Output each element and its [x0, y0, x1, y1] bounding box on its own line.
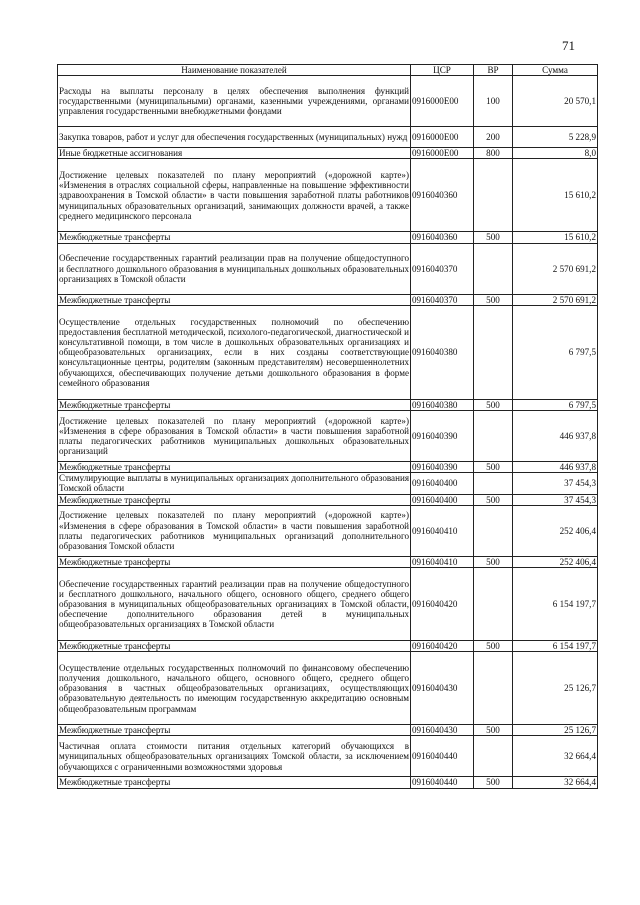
cell-name: Достижение целевых показателей по плану мероприятий («дорожной карте») «Изменения в отраслях социальной сферы, направленные на повышение эффективности здравоохранения в Томской области» в части повышения заработной платы работников муниципальных образовательных организаций, занимающих должности врачей, а также среднего медицинского персонала — [58, 159, 411, 232]
header-sum: Сумма — [513, 65, 598, 76]
cell-csr: 0916040430 — [411, 725, 474, 736]
cell-name: Стимулирующие выплаты в муниципальных организациях дополнительного образования Томской области — [59, 473, 409, 494]
cell-vr — [474, 652, 513, 725]
cell-sum: 6 797,5 — [513, 305, 598, 399]
table-row — [58, 568, 598, 641]
table-header-row — [58, 65, 598, 76]
cell-vr: 800 — [474, 148, 513, 159]
table-row — [58, 232, 598, 243]
cell-sum: 15 610,2 — [513, 232, 598, 243]
cell-vr: 500 — [474, 777, 513, 788]
cell-sum: 6 154 197,7 — [513, 568, 598, 641]
cell-vr: 100 — [474, 76, 513, 127]
cell-sum: 32 664,4 — [513, 777, 598, 788]
cell-name: Частичная оплата стоимости питания отдельных категорий обучающихся в муниципальных общеобразовательных организациях Томской области, за исключением обучающихся с ограниченными возможностями здоровья — [58, 736, 411, 777]
cell-sum: 252 406,4 — [513, 556, 598, 567]
cell-vr: 500 — [474, 556, 513, 567]
table-body — [58, 76, 598, 788]
cell-csr: 0916040380 — [411, 399, 474, 410]
cell-sum: 15 610,2 — [513, 159, 598, 232]
cell-name: Межбюджетные трансферты — [58, 556, 411, 567]
cell-name: Межбюджетные трансферты — [58, 462, 411, 473]
cell-csr: 0916040440 — [411, 736, 474, 777]
table-row — [58, 243, 598, 294]
table-row — [58, 294, 598, 305]
cell-sum: 8,0 — [513, 148, 598, 159]
cell-vr — [474, 159, 513, 232]
cell-vr: 500 — [474, 725, 513, 736]
cell-vr — [474, 243, 513, 294]
cell-vr: 500 — [474, 399, 513, 410]
cell-name: Осуществление отдельных государственных полномочий по обеспечению предоставления бесплатной методической, психолого-педагогической, диагностической и консультативной помощи, в том числе в дошкольных образовательных организациях и общеобразовательных организациях, если в них созданы соответствующие консультационные центры, родителям (законным представителям) несовершеннолетних обучающихся, обеспечивающих получение детьми дошкольного образования в форме семейного образования — [58, 305, 411, 399]
cell-csr: 0916040370 — [411, 243, 474, 294]
budget-table — [57, 64, 598, 789]
cell-csr: 0916040410 — [411, 556, 474, 567]
header-name: Наименование показателей — [58, 65, 411, 76]
cell-sum: 25 126,7 — [513, 652, 598, 725]
cell-name: Обеспечение государственных гарантий реализации прав на получение общедоступного и бесплатного дошкольного, начального общего, основного общего, среднего общего образования в муниципальных общеобразовательных организациях в Томской области, обеспечение дополнительного образования детей в муниципальных общеобразовательных организациях в Томской области — [58, 568, 411, 641]
cell-vr — [474, 505, 513, 556]
cell-csr: 0916040370 — [411, 294, 474, 305]
cell-name: Расходы на выплаты персоналу в целях обеспечения выполнения функций государственными (муниципальными) органами, казенными учреждениями, органами управления государственными внебюджетными фондами — [58, 76, 411, 127]
cell-csr: 0916040380 — [411, 305, 474, 399]
cell-csr: 0916040400 — [411, 494, 474, 505]
cell-sum: 5 228,9 — [513, 127, 598, 148]
cell-vr — [474, 568, 513, 641]
cell-name: Межбюджетные трансферты — [58, 777, 411, 788]
cell-sum: 37 454,3 — [513, 494, 598, 505]
cell-vr: 500 — [474, 641, 513, 652]
cell-vr: 500 — [474, 462, 513, 473]
cell-csr: 0916040410 — [411, 505, 474, 556]
cell-name: Межбюджетные трансферты — [58, 494, 411, 505]
cell-sum: 32 664,4 — [513, 736, 598, 777]
table-row — [58, 641, 598, 652]
cell-csr: 0916000Е00 — [411, 127, 474, 148]
cell-name: Обеспечение государственных гарантий реализации прав на получение общедоступного и бесплатного дошкольного образования в муниципальных дошкольных образовательных организациях в Томской области — [58, 243, 411, 294]
table-row — [58, 127, 598, 148]
table-row — [58, 159, 598, 232]
cell-name: Межбюджетные трансферты — [58, 641, 411, 652]
cell-sum: 6 154 197,7 — [513, 641, 598, 652]
cell-csr: 0916040390 — [411, 462, 474, 473]
cell-csr: 0916040430 — [411, 652, 474, 725]
table-row — [58, 399, 598, 410]
cell-sum: 20 570,1 — [513, 76, 598, 127]
cell-csr: 0916040360 — [411, 232, 474, 243]
cell-name: Осуществление отдельных государственных полномочий по финансовому обеспечению получения дошкольного, начального общего, основного общего, среднего общего образования в частных общеобразовательных организациях, осуществляющих образовательную деятельность по имеющим государственную аккредитацию основным общеобразовательным программам — [58, 652, 411, 725]
cell-vr — [474, 305, 513, 399]
cell-name: Иные бюджетные ассигнования — [58, 148, 411, 159]
table-row — [58, 556, 598, 567]
cell-name: Межбюджетные трансферты — [58, 725, 411, 736]
cell-sum: 25 126,7 — [513, 725, 598, 736]
header-vr: ВР — [474, 65, 513, 76]
cell-sum: 2 570 691,2 — [513, 243, 598, 294]
cell-sum: 37 454,3 — [513, 473, 598, 494]
cell-csr: 0916040390 — [411, 411, 474, 462]
table-row — [58, 494, 598, 505]
cell-sum: 446 937,8 — [513, 411, 598, 462]
cell-csr: 0916000Е00 — [411, 148, 474, 159]
cell-sum: 6 797,5 — [513, 399, 598, 410]
cell-vr — [474, 473, 513, 494]
cell-csr: 0916040360 — [411, 159, 474, 232]
table-row — [58, 505, 598, 556]
cell-vr: 500 — [474, 494, 513, 505]
cell-sum: 252 406,4 — [513, 505, 598, 556]
table-row — [58, 736, 598, 777]
cell-name: Межбюджетные трансферты — [58, 232, 411, 243]
cell-csr: 0916040400 — [411, 473, 474, 494]
cell-vr: 500 — [474, 294, 513, 305]
cell-csr: 0916000Е00 — [411, 76, 474, 127]
table-row — [58, 411, 598, 462]
cell-csr: 0916040420 — [411, 568, 474, 641]
cell-name: Межбюджетные трансферты — [58, 294, 411, 305]
cell-sum: 2 570 691,2 — [513, 294, 598, 305]
table-row — [58, 652, 598, 725]
table-row — [58, 462, 598, 473]
cell-vr — [474, 736, 513, 777]
table-row — [58, 473, 598, 494]
cell-vr: 500 — [474, 232, 513, 243]
table-row — [58, 725, 598, 736]
cell-name: Межбюджетные трансферты — [58, 399, 411, 410]
cell-sum: 446 937,8 — [513, 462, 598, 473]
table-row — [58, 76, 598, 127]
page-number: 71 — [562, 38, 575, 53]
table-row — [58, 305, 598, 399]
header-csr: ЦСР — [411, 65, 474, 76]
cell-name: Достижение целевых показателей по плану мероприятий («дорожной карте») «Изменения в сфере образования в Томской области» в части повышения заработной платы педагогических работников муниципальных организаций дополнительного образования Томской области — [58, 505, 411, 556]
cell-csr: 0916040440 — [411, 777, 474, 788]
table-row — [58, 148, 598, 159]
cell-vr: 200 — [474, 127, 513, 148]
cell-name: Достижение целевых показателей по плану мероприятий («дорожной карте») «Изменения в сфере образования в Томской области» в части повышения заработной платы педагогических работников муниципальных дошкольных образовательных организаций — [58, 411, 411, 462]
cell-name: Закупка товаров, работ и услуг для обеспечения государственных (муниципальных) нужд — [58, 127, 411, 148]
cell-vr — [474, 411, 513, 462]
cell-csr: 0916040420 — [411, 641, 474, 652]
table-row — [58, 777, 598, 788]
